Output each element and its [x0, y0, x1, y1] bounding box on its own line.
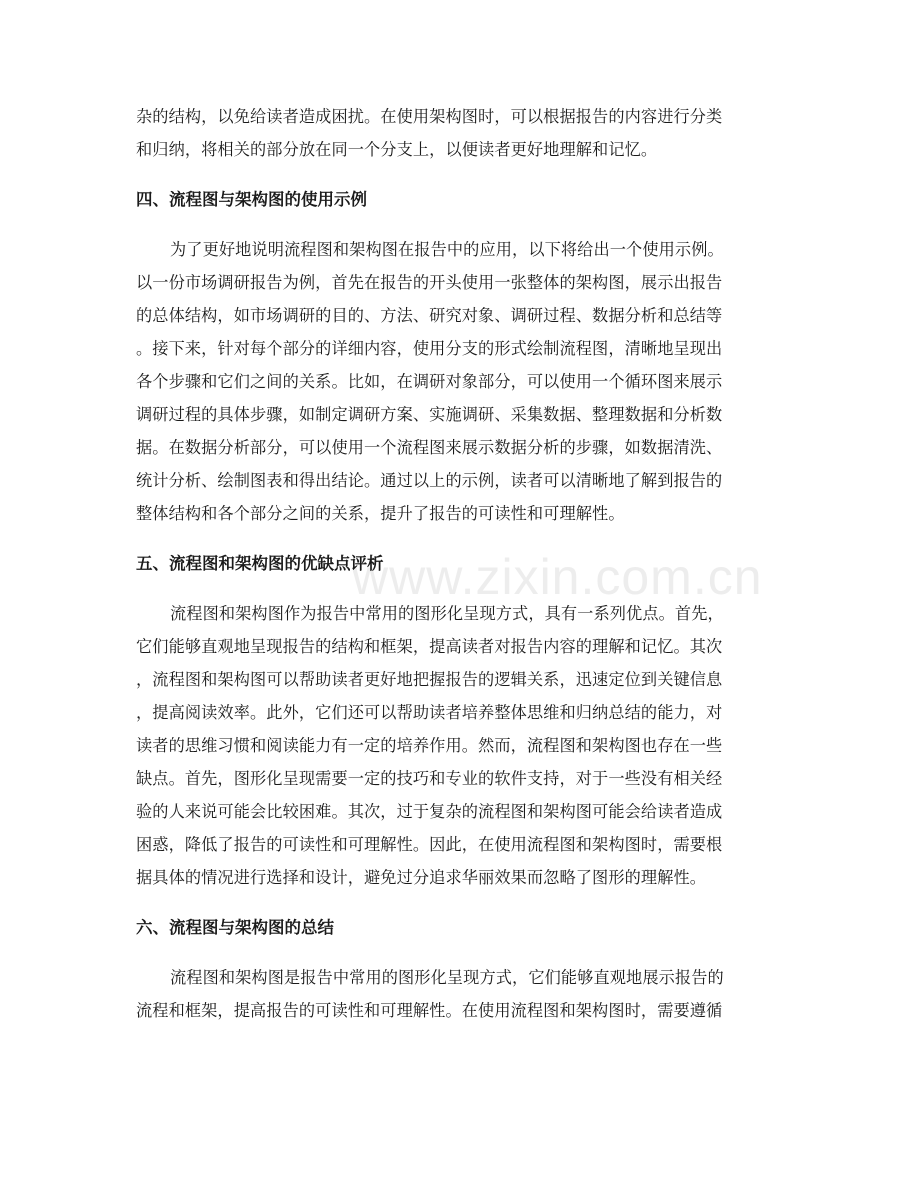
paragraph-line: 整体结构和各个部分之间的关系，提升了报告的可读性和可理解性。 — [136, 504, 625, 523]
paragraph-line: 为了更好地说明流程图和架构图在报告中的应用，以下将给出一个使用示例。 — [170, 240, 724, 259]
paragraph-line: 读者的思维习惯和阅读能力有一定的培养作用。然而，流程图和架构图也存在一些 — [136, 736, 723, 755]
paragraph-line: 它们能够直观地呈现报告的结构和框架，提高读者对报告内容的理解和记忆。其次 — [136, 637, 723, 656]
document-body — [136, 100, 786, 1027]
paragraph-line: 调研过程的具体步骤，如制定调研方案、实施调研、采集数据、整理数据和分析数 — [136, 405, 723, 424]
section-6-heading: 六、流程图与架构图的总结 — [136, 918, 334, 937]
paragraph-line: ，提高阅读效率。此外，它们还可以帮助读者培养整体思维和归纳总结的能力，对 — [136, 703, 723, 722]
paragraph-line: 据具体的情况进行选择和设计，避免过分追求华丽效果而忽略了图形的理解性。 — [136, 868, 707, 887]
paragraph-line: ，流程图和架构图可以帮助读者更好地把握报告的逻辑关系，迅速定位到关键信息 — [136, 670, 723, 689]
section-6-paragraph — [136, 961, 786, 1027]
paragraph-line: 流程和框架，提高报告的可读性和可理解性。在使用流程图和架构图时，需要遵循 — [136, 1001, 723, 1020]
intro-paragraph — [136, 100, 786, 166]
paragraph-line: 困惑，降低了报告的可读性和可理解性。因此，在使用流程图和架构图时，需要根 — [136, 835, 723, 854]
paragraph-line: 缺点。首先，图形化呈现需要一定的技巧和专业的软件支持，对于一些没有相关经 — [136, 769, 723, 788]
paragraph-line: 和归纳，将相关的部分放在同一个分支上，以便读者更好地理解和记忆。 — [136, 140, 658, 159]
paragraph-line: 。接下来，针对每个部分的详细内容，使用分支的形式绘制流程图，清晰地呈现出 — [136, 339, 723, 358]
paragraph-line: 流程图和架构图作为报告中常用的图形化呈现方式，具有一系列优点。首先， — [170, 604, 724, 623]
watermark: www.zixin.com.cn — [352, 549, 763, 605]
section-5-heading: 五、流程图和架构图的优缺点评析 — [136, 554, 384, 573]
paragraph-line: 各个步骤和它们之间的关系。比如，在调研对象部分，可以使用一个循环图来展示 — [136, 372, 723, 391]
paragraph-line: 验的人来说可能会比较困难。其次，过于复杂的流程图和架构图可能会给读者造成 — [136, 802, 723, 821]
section-4-paragraph — [136, 233, 786, 530]
section-4-heading: 四、流程图与架构图的使用示例 — [136, 190, 367, 209]
paragraph-line: 统计分析、绘制图表和得出结论。通过以上的示例，读者可以清晰地了解到报告的 — [136, 471, 723, 490]
section-5-paragraph — [136, 597, 786, 894]
paragraph-line: 流程图和架构图是报告中常用的图形化呈现方式，它们能够直观地展示报告的 — [170, 968, 724, 987]
paragraph-line: 据。在数据分析部分，可以使用一个流程图来展示数据分析的步骤，如数据清洗、 — [136, 438, 723, 457]
paragraph-line: 杂的结构，以免给读者造成困扰。在使用架构图时，可以根据报告的内容进行分类 — [136, 107, 723, 126]
paragraph-line: 以一份市场调研报告为例，首先在报告的开头使用一张整体的架构图，展示出报告 — [136, 273, 723, 292]
paragraph-line: 的总体结构，如市场调研的目的、方法、研究对象、调研过程、数据分析和总结等 — [136, 306, 723, 325]
